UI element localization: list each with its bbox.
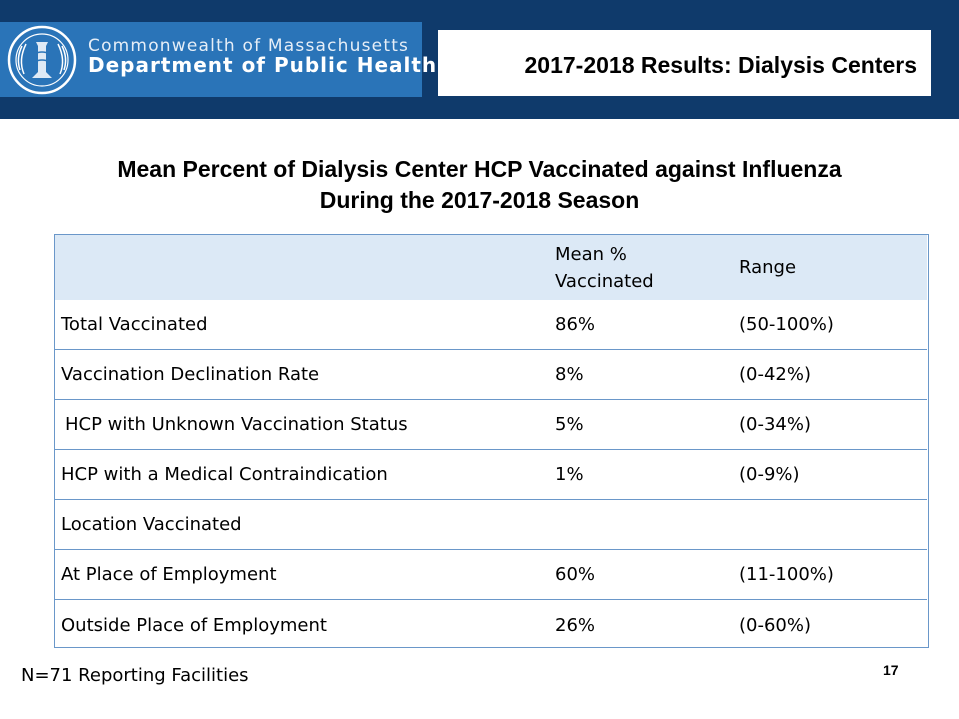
state-seal-icon xyxy=(6,24,78,96)
table-row xyxy=(55,600,927,650)
row-label: Vaccination Declination Rate xyxy=(61,364,320,385)
row-label: Outside Place of Employment xyxy=(61,614,327,636)
header-bar xyxy=(0,0,959,119)
row-mean: 60% xyxy=(555,564,596,585)
row-mean: 26% xyxy=(555,614,596,636)
row-mean: 5% xyxy=(555,414,584,435)
row-mean: 86% xyxy=(555,314,596,335)
page-number: 17 xyxy=(883,662,899,678)
row-range: (0-60%) xyxy=(739,614,811,636)
row-label: Total Vaccinated xyxy=(61,314,208,335)
row-mean: 1% xyxy=(555,464,584,485)
row-label: At Place of Employment xyxy=(61,564,277,585)
row-range: (50-100%) xyxy=(739,314,834,335)
row-label: HCP with Unknown Vaccination Status xyxy=(65,414,408,435)
header-cell-mean: Mean % Vaccinated xyxy=(555,243,654,292)
row-mean: 8% xyxy=(555,364,584,385)
row-label: Location Vaccinated xyxy=(61,514,242,535)
row-range: (0-42%) xyxy=(739,364,811,385)
table-header-row xyxy=(55,235,927,300)
table-row xyxy=(55,400,927,450)
table-row-section xyxy=(55,500,927,550)
row-range: (0-9%) xyxy=(739,464,800,485)
slide-title-box xyxy=(438,30,931,96)
table-title-line1: Mean Percent of Dialysis Center HCP Vaccinated against Influenza xyxy=(117,156,842,182)
table-row xyxy=(55,350,927,400)
logo-text-line1: Commonwealth of Massachusetts xyxy=(88,36,410,56)
table-row xyxy=(55,450,927,500)
table-row xyxy=(55,550,927,600)
row-range: (0-34%) xyxy=(739,414,811,435)
logo-text-line2: Department of Public Health xyxy=(88,53,438,77)
row-range: (11-100%) xyxy=(739,564,834,585)
row-label: HCP with a Medical Contraindication xyxy=(61,464,388,485)
vaccination-table xyxy=(54,234,929,648)
table-title-line2: During the 2017-2018 Season xyxy=(319,187,640,213)
table-title xyxy=(0,154,959,216)
dph-logo xyxy=(0,22,438,97)
table-row xyxy=(55,300,927,350)
header-cell-range: Range xyxy=(739,257,797,278)
slide-title: 2017-2018 Results: Dialysis Centers xyxy=(524,52,917,78)
footnote: N=71 Reporting Facilities xyxy=(21,665,249,686)
